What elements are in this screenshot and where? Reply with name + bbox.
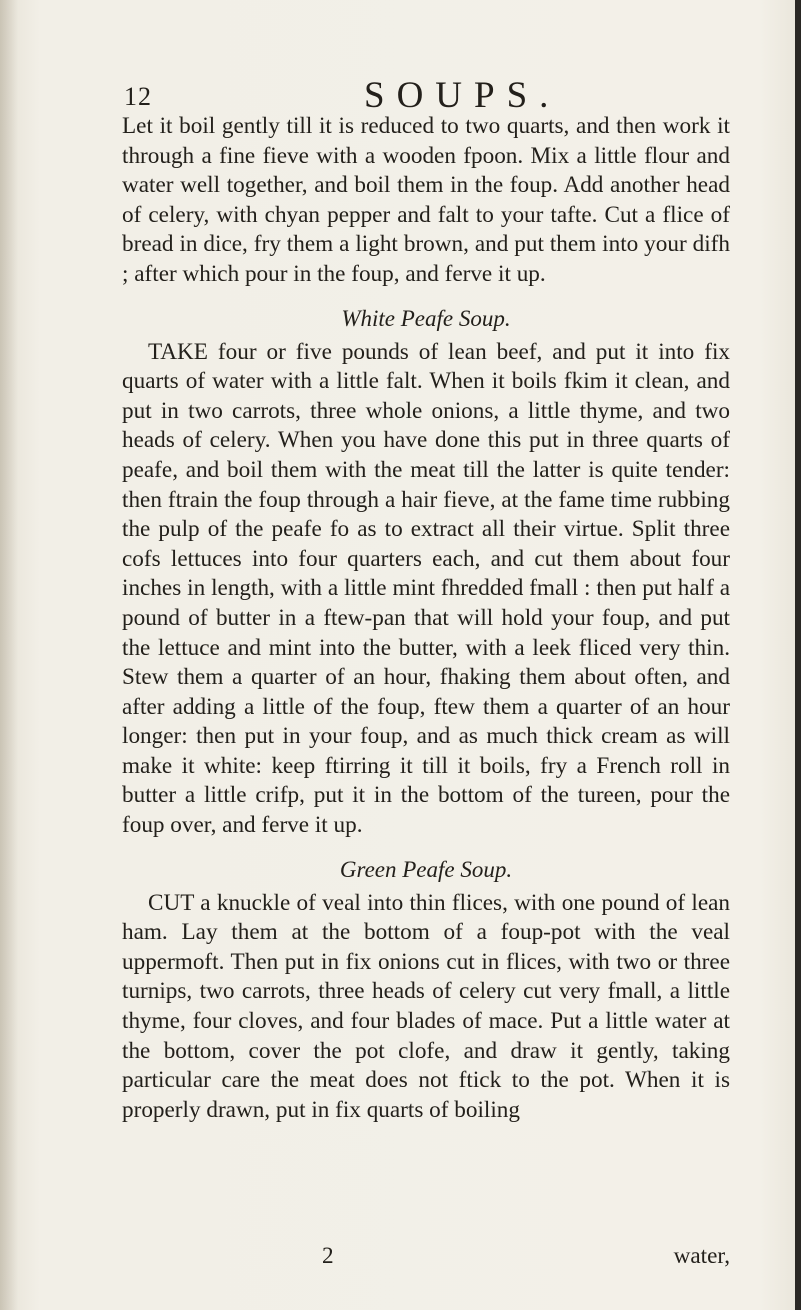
section-title-white-peafe-soup: White Peafe Soup. xyxy=(341,305,511,331)
page-edge xyxy=(795,0,801,1310)
gutter-shadow xyxy=(0,0,18,1310)
page-footer xyxy=(122,1243,730,1273)
paragraph-white-peafe-soup: TAKE four or five pounds of lean beef, and put it into fix quarts of water with a little falt. When it boils fkim it clean, and put in two carrots, three whole onions, a little thyme, and two heads of celery. When you have done this put in three quarts of peafe, and boil them with the meat till the latter is quite tender: then ftrain the foup through a hair fieve, at the fame time rubbing the pulp of the peafe fo as to extract all their virtue. Split three cofs lettuces into four quarters each, and cut them about four inches in length, with a little mint fhredded fmall : then put half a pound of butter in a ftew-pan that will hold your foup, and put the lettuce and mint into the butter, with a leek fliced very thin. Stew them a quarter of an hour, fhaking them about often, and after adding a little of the foup, ftew them a quarter of an hour longer: then put in your foup, and as much thick cream as will make it white: keep ftirring it till it boils, fry a French roll in butter a little crifp, put it in the bottom of the tureen, pour the foup over, and ferve it up. xyxy=(122,338,730,839)
section-title-green-peafe-soup: Green Peafe Soup. xyxy=(339,856,513,882)
body-text xyxy=(122,112,730,1125)
paragraph-green-peafe-soup: CUT a knuckle of veal into thin flices, with one pound of lean ham. Lay them at the bottom of a foup-pot with the veal uppermoft. Then put in fix onions cut in flices, with two or three turnips, two carrots, three heads of celery cut very fmall, a little thyme, four cloves, and four blades of mace. Put a little water at the bottom, cover the pot clofe, and draw it gently, taking particular care the meat does not ftick to the pot. When it is properly drawn, put in fix quarts of boiling xyxy=(122,889,730,1123)
signature-mark: 2 xyxy=(322,1243,334,1269)
paragraph-continuation: Let it boil gently till it is reduced to two quarts, and then work it through a fine fieve with a wooden fpoon. Mix a little flour and water well together, and boil them in the foup. Add another head of celery, with chyan pepper and falt to your tafte. Cut a flice of bread in dice, fry them a light brown, and put them into your difh ; after which pour in the foup, and ferve it up. xyxy=(122,113,730,287)
running-head: SOUPS. xyxy=(364,75,561,116)
catchword: water, xyxy=(673,1243,730,1269)
page-number: 12 xyxy=(124,82,152,111)
